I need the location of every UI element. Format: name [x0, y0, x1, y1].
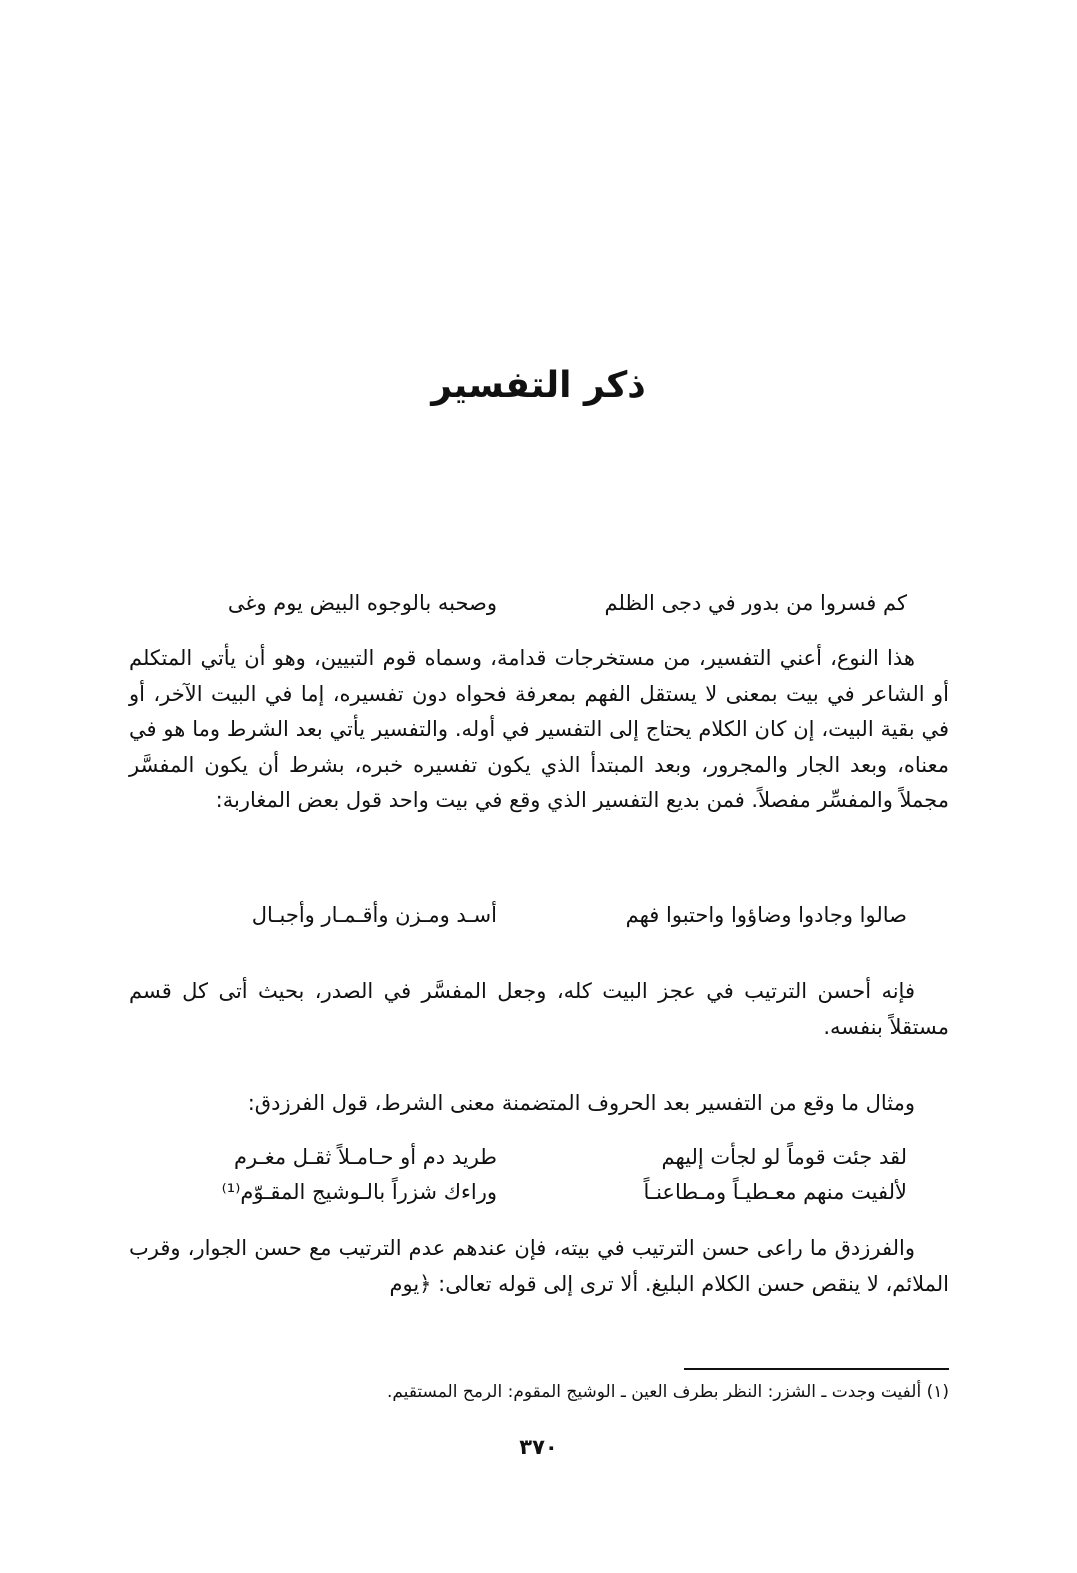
verse-2-first-hemistich: صالوا وجادوا وضاؤوا واحتبوا فهم — [625, 903, 907, 927]
verse-line-1 — [167, 586, 907, 620]
paragraph-1: هذا النوع، أعني التفسير، من مستخرجات قدامة، وسماه قوم التبيين، وهو أن يأتي المتكلم أو الشاعر في بيت بمعنى لا يستقل الفهم بمعرفة فحواه دون تفسيره، إما في البيت الآخر، أو في بقية البيت، إن كان الكلام يحتاج إلى التفسير في أوله. والتفسير يأتي بعد الشرط وما هو في معناه، وبعد الجار والمجرور، وبعد المبتدأ الذي يكون تفسيره خبره، بشرط أن يكون المفسَّر مجملاً والمفسِّر مفصلاً. فمن بديع التفسير الذي وقع في بيت واحد قول بعض المغاربة: — [129, 646, 949, 812]
footnote: (١) ألفيت وجدت ـ الشزر: النظر بطرف العين ـ الوشيج المقوم: الرمح المستقيم. — [386, 1382, 949, 1402]
verse-line-2 — [167, 898, 907, 932]
paragraph-4: والفرزدق ما راعى حسن الترتيب في بيته، فإن عندهم عدم الترتيب مع حسن الجوار، وقرب الملائم، لا ينقص حسن الكلام البليغ. ألا ترى إلى قوله تعالى: ﴿يوم — [129, 1236, 949, 1296]
verse-line-3 — [167, 1140, 907, 1174]
footnote-separator — [684, 1368, 949, 1370]
verse-line-4 — [167, 1175, 907, 1209]
page-number: ٣٧٠ — [519, 1435, 558, 1459]
verse-1-second-hemistich: وصحبه بالوجوه البيض يوم وغى — [227, 591, 497, 615]
verse-3-second-hemistich: طريد دم أو حـامـلاً ثقـل مغـرم — [234, 1145, 497, 1169]
paragraph-2: فإنه أحسن الترتيب في عجز البيت كله، وجعل المفسَّر في الصدر، بحيث أتى كل قسم مستقلاً بنفسه. — [129, 979, 949, 1039]
verse-3-first-hemistich: لقد جئت قوماً لو لجأت إليهم — [661, 1145, 907, 1169]
verse-1-first-hemistich: كم فسروا من بدور في دجى الظلم — [604, 591, 907, 615]
verse-4-first-hemistich: لألفيت منهم معـطيـاً ومـطاعنـاً — [643, 1180, 907, 1204]
paragraph-3: ومثال ما وقع من التفسير بعد الحروف المتضمنة معنى الشرط، قول الفرزدق: — [247, 1091, 915, 1115]
verse-4-second-hemistich: وراءك شزراً بالـوشيج المقـوّم⁽¹⁾ — [221, 1180, 497, 1204]
verse-2-second-hemistich: أسـد ومـزن وأقـمـار وأجبـال — [251, 903, 497, 927]
section-title: ذكر التفسير — [431, 365, 646, 406]
